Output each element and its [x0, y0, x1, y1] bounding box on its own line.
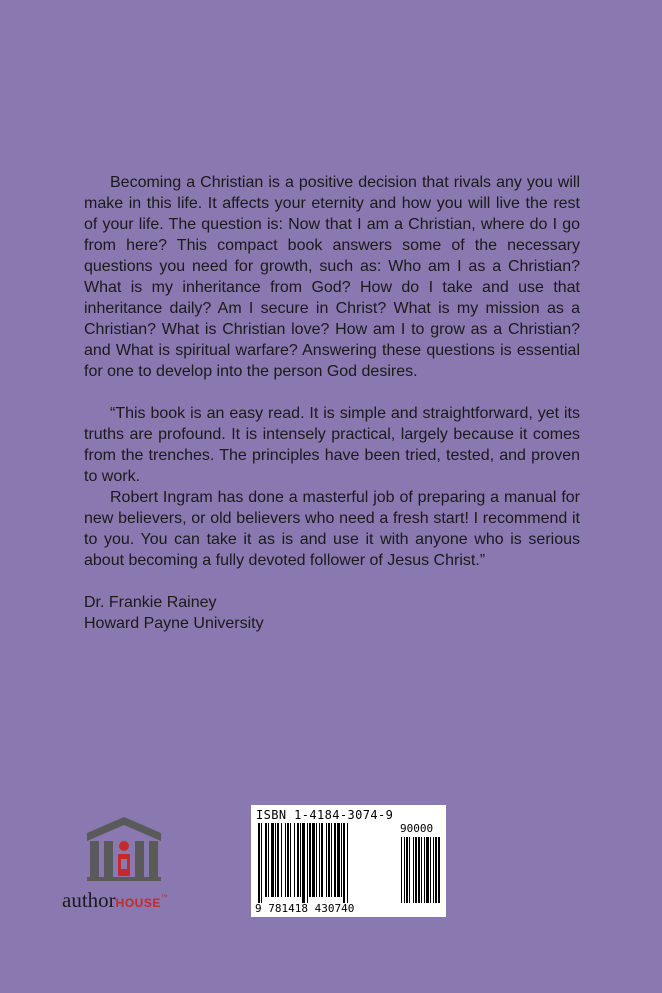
back-cover-blurb: [84, 172, 580, 634]
endorsement-quote-part-2: Robert Ingram has done a masterful job of preparing a manual for new believers, or old believers who need a fresh start! I recommend it to you. You can take it as is and use it with anyone who is serious about becoming a fully devoted follower of Jesus Christ.”: [84, 489, 580, 569]
publisher-name-author: author: [62, 888, 116, 912]
isbn-label: ISBN 1-4184-3074-9: [256, 808, 394, 822]
trademark-symbol: ™: [160, 893, 168, 901]
publisher-wordmark: [62, 888, 168, 913]
isbn-barcode: [251, 805, 446, 917]
endorser-name: Dr. Frankie Rainey: [84, 594, 217, 611]
endorsement-quote-part-1: “This book is an easy read. It is simple and straightforward, yet its truths are profound. It is intensely practical, largely because it comes from the trenches. The principles have been tried, tested, and proven to work.: [84, 405, 580, 485]
ean-label: 9 781418 430740: [255, 902, 355, 915]
description-paragraph: Becoming a Christian is a positive decision that rivals any you will make in this life. It affects your eternity and how you will live the rest of your life. The question is: Now that I am a Christian, where do I go from here? This compact book answers some of the necessary questions you need for growth, such as: Who am I as a Christian? What is my inheritance from God? How do I take and use that inheritance daily? Am I secure in Christ? What is my mission as a Christian? What is Christian love? How am I to grow as a Christian? and What is spiritual warfare? Answering these questions is essential for one to develop into the person God desires.: [84, 174, 580, 380]
endorser-organization: Howard Payne University: [84, 615, 264, 632]
endorsement-attribution: [84, 592, 580, 634]
price-addon-label: 90000: [400, 822, 434, 835]
publisher-name-house: HOUSE: [115, 896, 161, 910]
